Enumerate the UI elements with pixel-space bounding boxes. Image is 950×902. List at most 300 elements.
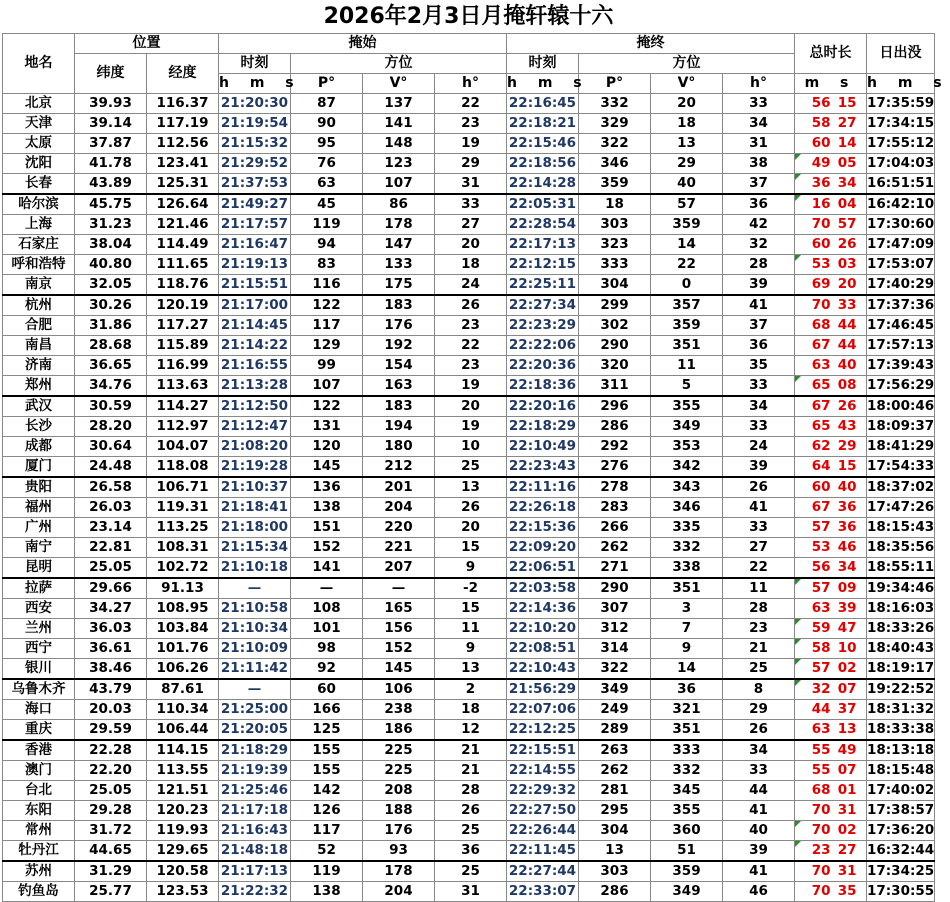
duration-minutes: 70 — [811, 216, 831, 232]
city-cell: 贵阳 — [3, 477, 75, 498]
duration-seconds: 31 — [837, 802, 857, 818]
start-h-cell: 11 — [435, 619, 507, 639]
start-time-cell: 21:14:22 — [219, 336, 291, 356]
lat-cell: 31.23 — [75, 215, 147, 235]
sunset-cell: 17:56:29 — [867, 376, 935, 397]
end-time-cell: 22:03:58 — [507, 578, 579, 599]
duration-seconds: 10 — [837, 640, 857, 656]
lon-cell: 120.19 — [147, 295, 219, 316]
city-cell: 成都 — [3, 437, 75, 457]
header-lon: 经度 — [147, 54, 219, 94]
start-h-cell: 12 — [435, 720, 507, 741]
duration-seconds: 05 — [837, 155, 857, 171]
start-v-cell: 225 — [363, 740, 435, 761]
duration-seconds: 15 — [837, 458, 857, 474]
end-p-cell: 329 — [579, 114, 651, 134]
start-time-cell: 21:16:55 — [219, 356, 291, 376]
start-v-cell: 93 — [363, 841, 435, 862]
duration-minutes: 69 — [811, 276, 831, 292]
start-v-cell: 145 — [363, 659, 435, 680]
lon-cell: 123.53 — [147, 882, 219, 902]
lon-cell: 121.46 — [147, 215, 219, 235]
comment-marker-icon — [795, 376, 801, 382]
table-row — [3, 841, 935, 862]
start-h-cell: 25 — [435, 861, 507, 882]
sunset-cell: 18:00:46 — [867, 396, 935, 417]
lon-cell: 108.95 — [147, 599, 219, 619]
sunset-cell: 17:38:57 — [867, 801, 935, 821]
lon-cell: 103.84 — [147, 619, 219, 639]
sunset-cell: 18:40:43 — [867, 639, 935, 659]
sheet-title: 2026年2月3日月掩轩辕十六 — [323, 4, 614, 29]
table-row — [3, 558, 935, 579]
start-h-cell: 21 — [435, 740, 507, 761]
lat-cell: 30.59 — [75, 396, 147, 417]
end-p-cell: 307 — [579, 599, 651, 619]
table-row — [3, 174, 935, 195]
start-p-cell: 131 — [291, 417, 363, 437]
table-row — [3, 659, 935, 680]
duration-seconds: 14 — [837, 135, 857, 151]
city-cell: 长沙 — [3, 417, 75, 437]
start-v-cell: 163 — [363, 376, 435, 397]
occultation-table — [2, 33, 950, 902]
duration-cell — [795, 417, 867, 437]
duration-minutes: 55 — [811, 762, 831, 778]
start-time-cell: 21:10:34 — [219, 619, 291, 639]
start-h-cell: 15 — [435, 538, 507, 558]
sunset-cell: 17:37:36 — [867, 295, 935, 316]
start-v-cell: 141 — [363, 114, 435, 134]
duration-seconds: 43 — [837, 418, 857, 434]
start-v-cell: 180 — [363, 437, 435, 457]
duration-cell — [795, 336, 867, 356]
start-time-cell: 21:10:37 — [219, 477, 291, 498]
start-time-cell: 21:19:39 — [219, 761, 291, 781]
end-h-cell: 26 — [723, 477, 795, 498]
duration-seconds: 01 — [837, 782, 857, 798]
start-time-cell: 21:10:18 — [219, 558, 291, 579]
end-time-cell: 22:10:20 — [507, 619, 579, 639]
table-row — [3, 498, 935, 518]
end-p-cell: 278 — [579, 477, 651, 498]
start-h-cell: 25 — [435, 457, 507, 478]
duration-seconds: 34 — [837, 175, 857, 191]
start-v-cell: 188 — [363, 801, 435, 821]
duration-seconds: 37 — [837, 701, 857, 717]
end-time-cell: 22:10:49 — [507, 437, 579, 457]
end-h-cell: 36 — [723, 194, 795, 215]
duration-minutes: 70 — [811, 802, 831, 818]
end-time-cell: 22:18:21 — [507, 114, 579, 134]
lat-cell: 41.78 — [75, 154, 147, 174]
duration-minutes: 23 — [811, 842, 831, 858]
duration-cell — [795, 882, 867, 902]
duration-seconds: 47 — [837, 620, 857, 636]
duration-minutes: 60 — [811, 135, 831, 151]
lon-cell: 117.27 — [147, 316, 219, 336]
end-v-cell: 13 — [651, 134, 723, 154]
city-cell: 常州 — [3, 821, 75, 841]
start-p-cell: 76 — [291, 154, 363, 174]
table-row — [3, 376, 935, 397]
sunset-cell: 18:13:18 — [867, 740, 935, 761]
end-p-cell: 281 — [579, 781, 651, 801]
start-v-cell: 208 — [363, 781, 435, 801]
duration-minutes: 56 — [811, 95, 831, 111]
start-h-cell: 15 — [435, 599, 507, 619]
table-row — [3, 619, 935, 639]
start-h-cell: 31 — [435, 174, 507, 195]
end-time-cell: 22:11:45 — [507, 841, 579, 862]
sunset-cell: 18:41:29 — [867, 437, 935, 457]
start-v-cell: 106 — [363, 679, 435, 700]
lat-cell: 40.80 — [75, 255, 147, 275]
lon-cell: 114.27 — [147, 396, 219, 417]
start-v-cell: 178 — [363, 861, 435, 882]
end-h-cell: 33 — [723, 376, 795, 397]
duration-seconds: 02 — [837, 660, 857, 676]
lat-cell: 39.93 — [75, 94, 147, 114]
end-time-cell: 22:33:07 — [507, 882, 579, 902]
lon-cell: 116.37 — [147, 94, 219, 114]
end-v-cell: 359 — [651, 215, 723, 235]
lon-cell: 87.61 — [147, 679, 219, 700]
start-h-cell: 26 — [435, 801, 507, 821]
start-p-cell: 119 — [291, 215, 363, 235]
end-h-cell: 37 — [723, 316, 795, 336]
start-v-cell: 176 — [363, 821, 435, 841]
end-h-cell: 38 — [723, 154, 795, 174]
table-body — [3, 94, 935, 902]
city-cell: 南宁 — [3, 538, 75, 558]
start-v-cell: 192 — [363, 336, 435, 356]
lat-cell: 20.03 — [75, 700, 147, 720]
table-row — [3, 316, 935, 336]
header-start-direction: 方位 — [291, 54, 507, 74]
end-h-cell: 39 — [723, 457, 795, 478]
end-p-cell: 295 — [579, 801, 651, 821]
lon-cell: 112.97 — [147, 417, 219, 437]
duration-seconds: 33 — [837, 297, 857, 313]
start-p-cell: 92 — [291, 659, 363, 680]
end-v-cell: 357 — [651, 295, 723, 316]
end-h-cell: 34 — [723, 396, 795, 417]
end-h-cell: 44 — [723, 781, 795, 801]
end-v-cell: 51 — [651, 841, 723, 862]
start-h-cell: 10 — [435, 437, 507, 457]
start-time-cell: — — [219, 679, 291, 700]
lat-cell: 25.05 — [75, 558, 147, 579]
sunset-cell: 18:16:03 — [867, 599, 935, 619]
duration-minutes: 57 — [811, 660, 831, 676]
city-cell: 上海 — [3, 215, 75, 235]
duration-minutes: 58 — [811, 115, 831, 131]
lat-cell: 31.72 — [75, 821, 147, 841]
duration-seconds: 07 — [837, 681, 857, 697]
end-v-cell: 18 — [651, 114, 723, 134]
duration-minutes: 63 — [811, 357, 831, 373]
header-position: 位置 — [75, 34, 219, 54]
lon-cell: 106.71 — [147, 477, 219, 498]
start-h-cell: 19 — [435, 134, 507, 154]
end-h-cell: 33 — [723, 417, 795, 437]
start-p-cell: 155 — [291, 740, 363, 761]
duration-minutes: 64 — [811, 458, 831, 474]
table-row — [3, 518, 935, 538]
start-v-cell: 194 — [363, 417, 435, 437]
city-cell: 南昌 — [3, 336, 75, 356]
city-cell: 西宁 — [3, 639, 75, 659]
end-time-cell: 21:56:29 — [507, 679, 579, 700]
header-end-direction: 方位 — [579, 54, 795, 74]
start-time-cell: 21:15:32 — [219, 134, 291, 154]
city-cell: 拉萨 — [3, 578, 75, 599]
start-h-cell: 31 — [435, 882, 507, 902]
start-p-cell: 120 — [291, 437, 363, 457]
lat-cell: 43.79 — [75, 679, 147, 700]
start-time-cell: — — [219, 578, 291, 599]
city-cell: 钓鱼岛 — [3, 882, 75, 902]
end-p-cell: 289 — [579, 720, 651, 741]
table-row — [3, 882, 935, 902]
lat-cell: 45.75 — [75, 194, 147, 215]
duration-seconds: 46 — [837, 539, 857, 555]
end-time-cell: 22:14:28 — [507, 174, 579, 195]
start-v-cell: 186 — [363, 720, 435, 741]
duration-cell — [795, 679, 867, 700]
sunset-cell: 17:53:07 — [867, 255, 935, 275]
duration-seconds: 49 — [837, 742, 857, 758]
start-time-cell: 21:48:18 — [219, 841, 291, 862]
sunset-cell: 17:54:33 — [867, 457, 935, 478]
duration-seconds: 02 — [837, 822, 857, 838]
start-v-cell: 178 — [363, 215, 435, 235]
sunset-cell: 17:46:45 — [867, 316, 935, 336]
start-h-cell: 18 — [435, 700, 507, 720]
end-p-cell: 333 — [579, 255, 651, 275]
start-v-cell: 152 — [363, 639, 435, 659]
duration-minutes: 57 — [811, 519, 831, 535]
lon-cell: 102.72 — [147, 558, 219, 579]
start-time-cell: 21:19:28 — [219, 457, 291, 478]
sunset-cell: 17:57:13 — [867, 336, 935, 356]
table-row — [3, 538, 935, 558]
end-time-cell: 22:15:51 — [507, 740, 579, 761]
end-time-cell: 22:05:31 — [507, 194, 579, 215]
header-sunset-hms: h m s — [867, 74, 935, 94]
start-time-cell: 21:20:05 — [219, 720, 291, 741]
lon-cell: 101.76 — [147, 639, 219, 659]
start-time-cell: 21:49:27 — [219, 194, 291, 215]
header-place: 地名 — [3, 34, 75, 94]
lat-cell: 28.68 — [75, 336, 147, 356]
start-time-cell: 21:22:32 — [219, 882, 291, 902]
start-p-cell: 142 — [291, 781, 363, 801]
start-v-cell: 220 — [363, 518, 435, 538]
end-h-cell: 36 — [723, 336, 795, 356]
end-h-cell: 33 — [723, 94, 795, 114]
lat-cell: 36.65 — [75, 356, 147, 376]
start-h-cell: 22 — [435, 94, 507, 114]
end-time-cell: 22:06:51 — [507, 558, 579, 579]
end-p-cell: 290 — [579, 578, 651, 599]
city-cell: 沈阳 — [3, 154, 75, 174]
duration-cell — [795, 194, 867, 215]
sunset-cell: 17:47:26 — [867, 498, 935, 518]
comment-marker-icon — [795, 154, 801, 160]
sunset-cell: 17:47:09 — [867, 235, 935, 255]
header-row-1 — [3, 34, 935, 54]
duration-cell — [795, 215, 867, 235]
start-v-cell: 175 — [363, 275, 435, 296]
start-v-cell: 238 — [363, 700, 435, 720]
start-v-cell: 107 — [363, 174, 435, 195]
city-cell: 银川 — [3, 659, 75, 680]
city-cell: 呼和浩特 — [3, 255, 75, 275]
end-h-cell: 41 — [723, 861, 795, 882]
duration-minutes: 65 — [811, 377, 831, 393]
end-p-cell: 296 — [579, 396, 651, 417]
duration-seconds: 39 — [837, 600, 857, 616]
duration-minutes: 63 — [811, 600, 831, 616]
end-p-cell: 349 — [579, 679, 651, 700]
city-cell: 西安 — [3, 599, 75, 619]
lat-cell: 31.86 — [75, 316, 147, 336]
table-row — [3, 437, 935, 457]
start-v-cell: 123 — [363, 154, 435, 174]
start-time-cell: 21:18:00 — [219, 518, 291, 538]
sunset-cell: 17:04:03 — [867, 154, 935, 174]
lon-cell: 113.25 — [147, 518, 219, 538]
end-v-cell: 11 — [651, 356, 723, 376]
start-time-cell: 21:08:20 — [219, 437, 291, 457]
table-row — [3, 134, 935, 154]
duration-cell — [795, 134, 867, 154]
duration-cell — [795, 275, 867, 296]
table-row — [3, 255, 935, 275]
duration-minutes: 67 — [811, 499, 831, 515]
city-cell: 武汉 — [3, 396, 75, 417]
end-v-cell: 321 — [651, 700, 723, 720]
duration-seconds: 09 — [837, 580, 857, 596]
comment-marker-icon — [795, 841, 801, 847]
start-h-cell: 36 — [435, 841, 507, 862]
start-p-cell: 60 — [291, 679, 363, 700]
lon-cell: 126.64 — [147, 194, 219, 215]
end-p-cell: 292 — [579, 437, 651, 457]
end-time-cell: 22:29:32 — [507, 781, 579, 801]
start-p-cell: 90 — [291, 114, 363, 134]
start-v-cell: 148 — [363, 134, 435, 154]
end-p-cell: 13 — [579, 841, 651, 862]
start-v-cell: 183 — [363, 396, 435, 417]
duration-cell — [795, 700, 867, 720]
start-p-cell: 145 — [291, 457, 363, 478]
city-cell: 北京 — [3, 94, 75, 114]
start-p-cell: 45 — [291, 194, 363, 215]
duration-cell — [795, 518, 867, 538]
end-v-cell: 360 — [651, 821, 723, 841]
duration-minutes: 53 — [811, 539, 831, 555]
duration-seconds: 40 — [837, 479, 857, 495]
duration-cell — [795, 720, 867, 741]
duration-minutes: 56 — [811, 559, 831, 575]
header-start-v: V° — [363, 74, 435, 94]
comment-marker-icon — [795, 680, 801, 686]
table-row — [3, 356, 935, 376]
end-time-cell: 22:11:16 — [507, 477, 579, 498]
end-time-cell: 22:18:29 — [507, 417, 579, 437]
city-cell: 广州 — [3, 518, 75, 538]
end-p-cell: 262 — [579, 538, 651, 558]
end-v-cell: 14 — [651, 659, 723, 680]
end-h-cell: 11 — [723, 578, 795, 599]
start-v-cell: 207 — [363, 558, 435, 579]
lat-cell: 44.65 — [75, 841, 147, 862]
lon-cell: 111.65 — [147, 255, 219, 275]
duration-minutes: 70 — [811, 883, 831, 899]
table-row — [3, 396, 935, 417]
end-v-cell: 353 — [651, 437, 723, 457]
start-p-cell: 101 — [291, 619, 363, 639]
end-h-cell: 28 — [723, 255, 795, 275]
end-v-cell: 40 — [651, 174, 723, 195]
start-h-cell: 25 — [435, 821, 507, 841]
sunset-cell: 17:40:02 — [867, 781, 935, 801]
duration-minutes: 49 — [811, 155, 831, 171]
start-h-cell: 23 — [435, 114, 507, 134]
end-p-cell: 271 — [579, 558, 651, 579]
start-v-cell: 201 — [363, 477, 435, 498]
end-h-cell: 41 — [723, 498, 795, 518]
city-cell: 乌鲁木齐 — [3, 679, 75, 700]
start-h-cell: 20 — [435, 235, 507, 255]
end-h-cell: 39 — [723, 275, 795, 296]
start-p-cell: 95 — [291, 134, 363, 154]
end-p-cell: 18 — [579, 194, 651, 215]
start-h-cell: 9 — [435, 639, 507, 659]
end-h-cell: 26 — [723, 720, 795, 741]
start-p-cell: 119 — [291, 861, 363, 882]
duration-minutes: 70 — [811, 822, 831, 838]
lon-cell: 110.34 — [147, 700, 219, 720]
end-v-cell: 351 — [651, 720, 723, 741]
duration-minutes: 62 — [811, 438, 831, 454]
lat-cell: 22.81 — [75, 538, 147, 558]
lat-cell: 22.20 — [75, 761, 147, 781]
end-h-cell: 34 — [723, 740, 795, 761]
end-p-cell: 322 — [579, 659, 651, 680]
end-p-cell: 304 — [579, 821, 651, 841]
start-h-cell: 21 — [435, 761, 507, 781]
start-p-cell: 117 — [291, 821, 363, 841]
lat-cell: 38.04 — [75, 235, 147, 255]
lat-cell: 22.28 — [75, 740, 147, 761]
lon-cell: 106.26 — [147, 659, 219, 680]
header-duration: 总时长 — [795, 34, 867, 74]
duration-minutes: 63 — [811, 721, 831, 737]
duration-cell — [795, 255, 867, 275]
end-v-cell: 355 — [651, 801, 723, 821]
lon-cell: 120.58 — [147, 861, 219, 882]
duration-cell — [795, 396, 867, 417]
duration-minutes: 60 — [811, 236, 831, 252]
table-row — [3, 194, 935, 215]
start-p-cell: 166 — [291, 700, 363, 720]
duration-minutes: 70 — [811, 863, 831, 879]
comment-marker-icon — [795, 639, 801, 645]
